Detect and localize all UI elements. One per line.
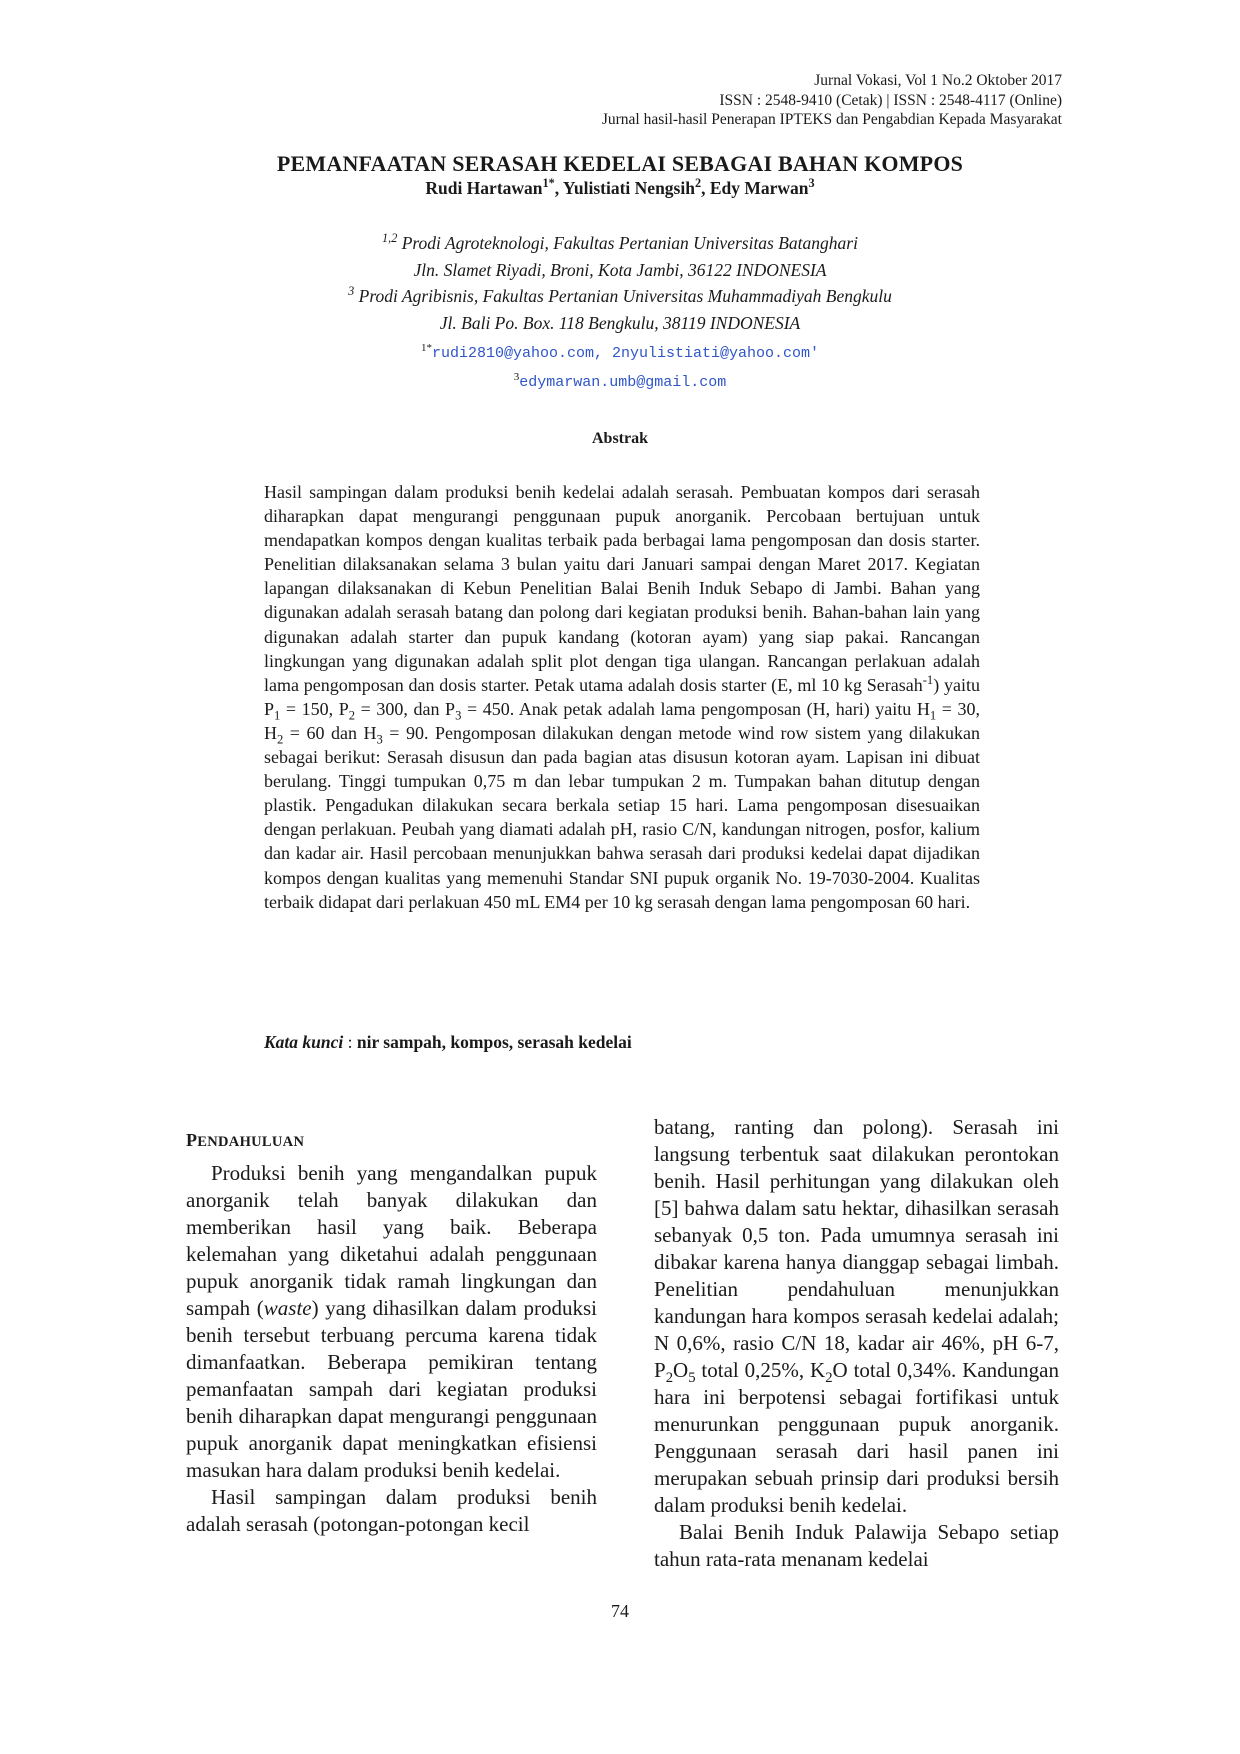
email-line-2[interactable]: $^3$edymarwan.umb@gmail.com	[513, 370, 727, 391]
author-mark: 3	[808, 176, 815, 191]
author-list	[0, 178, 1240, 199]
left-column	[186, 1160, 597, 1538]
author-emails	[0, 340, 1240, 397]
journal-subtitle: Jurnal hasil-hasil Penerapan IPTEKS dan Pengabdian Kepada Masyarakat	[601, 111, 1062, 128]
keywords	[264, 1032, 632, 1053]
affiliations	[0, 230, 1240, 336]
author-mark: 1*	[542, 176, 555, 191]
paragraph: Hasil sampingan dalam produksi benih adalah serasah (potongan-potongan kecil	[186, 1485, 597, 1536]
affiliation-1-address: Jln. Slamet Riyadi, Broni, Kota Jambi, 36122 INDONESIA	[413, 259, 827, 280]
keywords-value: nir sampah, kompos, serasah kedelai	[356, 1032, 632, 1052]
keywords-label: Kata kunci	[264, 1032, 344, 1052]
paper-title: PEMANFAATAN SERASAH KEDELAI SEBAGAI BAHAN KOMPOS	[276, 151, 964, 176]
journal-header	[602, 71, 1062, 130]
affiliation-2-address: Jl. Bali Po. Box. 118 Bengkulu, 38119 INDONESIA	[439, 312, 801, 333]
abstract-heading: Abstrak	[591, 430, 648, 447]
paragraph: Balai Benih Induk Palawija Sebapo setiap tahun rata-rata menanam kedelai	[654, 1520, 1059, 1571]
author-mark: 2	[694, 176, 702, 191]
affiliation-2: $^3$ Prodi Agribisnis, Fakultas Pertanian Universitas Muhammadiyah Bengkulu	[348, 284, 892, 306]
author-name: , Yulistiati Nengsih	[554, 178, 695, 198]
abstract-body: Hasil sampingan dalam produksi benih kedelai adalah serasah. Pembuatan kompos dari serasah diharapkan dapat mengurangi penggunaan pupuk anorganik. Percobaan bertujuan untuk mendapatkan kompos dengan kualitas terbaik pada berbagai lama pengomposan dan dosis starter. Penelitian dilaksanakan selama 3 bulan yaitu dari Januari sampai dengan Maret 2017. Kegiatan lapangan dilaksanakan di Kebun Penelitian Balai Benih Induk Sebapo di Jambi. Bahan yang digunakan adalah serasah batang dan polong dari kegiatan produksi benih. Bahan-bahan lain yang digunakan adalah starter dan pupuk kandang (kotoran ayam) yang siap pakai. Rancangan lingkungan yang digunakan adalah split plot dengan tiga ulangan. Rancangan perlakuan adalah lama pengomposan dan dosis starter. Petak utama adalah dosis starter (E, ml 10 kg Serasah$^{-1}$) yaitu $P_1 = 150$, $P_2 = 300$, dan $P_3 = 450$. Anak petak adalah lama pengomposan (H, hari) yaitu $H_1 = 30$, $H_2 = 60$ dan $H_3 = 90$. Pengomposan dilakukan dengan metode wind row sistem yang dilakukan sebagai berikut: Serasah disusun dan pada bagian atas disusun kotoran ayam. Lapisan ini dibuat berulang. Tinggi tumpukan 0,75 m dan lebar tumpukan 2 m. Tumpakan bahan ditutup dengan plastik. Pengadukan dilakukan secara berkala setiap 15 hari. Lama pengomposan disesuaikan dengan perlakuan. Peubah yang diamati adalah pH, rasio C/N, kandungan nitrogen, posfor, kalium dan kadar air. Hasil percobaan menunjukkan bahwa serasah dari produksi kedelai dapat dijadikan kompos dengan kualitas yang memenuhi Standar SNI pupuk organik No. 19-7030-2004. Kualitas terbaik didapat dari perlakuan 450 mL EM4 per 10 kg serasah dengan lama pengomposan 60 hari.	[264, 482, 981, 912]
paragraph: batang, ranting dan polong). Serasah ini langsung terbentuk saat dilakukan perontokan benih. Hasil perhitungan yang dilakukan oleh [5] bahwa dalam satu hektar, dihasilkan serasah sebanyak 0,5 ton. Pada umumnya serasah ini dibakar karena hanya dianggap sebagai limbah. Penelitian pendahuluan menunjukkan kandungan hara kompos serasah kedelai adalah; N 0,6%, rasio C/N 18, kadar air 46%, pH 6-7, $P_2O_5$ total 0,25%, $K_2O$ total 0,34%. Kandungan hara ini berpotensi sebagai fortifikasi untuk menurunkan penggunaan pupuk anorganik. Penggunaan serasah dari hasil panen ini merupakan sebuah prinsip dari produksi bersih dalam produksi benih kedelai.	[654, 1115, 1060, 1517]
author-name: Rudi Hartawan	[425, 178, 543, 198]
section-heading: PENDAHULUAN	[186, 1130, 305, 1150]
journal-issn: ISSN : 2548-9410 (Cetak) | ISSN : 2548-4117 (Online)	[719, 91, 1062, 109]
keywords-separator: :	[343, 1032, 357, 1052]
paragraph: Produksi benih yang mengandalkan pupuk anorganik telah banyak dilakukan dan memberikan hasil yang baik. Beberapa kelemahan yang diketahui adalah penggunaan pupuk anorganik tidak ramah lingkungan dan sampah (waste) yang dihasilkan dalam produksi benih tersebut terbuang percuma karena tidak dimanfaatkan. Beberapa pemikiran tentang pemanfaatan sampah dari kegiatan produksi benih diharapkan dapat mengurangi penggunaan pupuk anorganik dapat meningkatkan efisiensi masukan hara dalam produksi benih kedelai.	[186, 1161, 597, 1482]
right-column	[654, 1114, 1059, 1573]
page-number: 74	[611, 1601, 629, 1621]
author-name: , Edy Marwan	[701, 178, 809, 198]
email-line-1[interactable]: $^{1*}$rudi2810@yahoo.com, 2nyulistiati@yahoo.com'	[420, 342, 820, 362]
journal-name: Jurnal Vokasi, Vol 1 No.2 Oktober 2017	[814, 72, 1062, 89]
affiliation-1: $^{1,2}$ Prodi Agroteknologi, Fakultas Pertanian Universitas Batanghari	[382, 231, 858, 253]
